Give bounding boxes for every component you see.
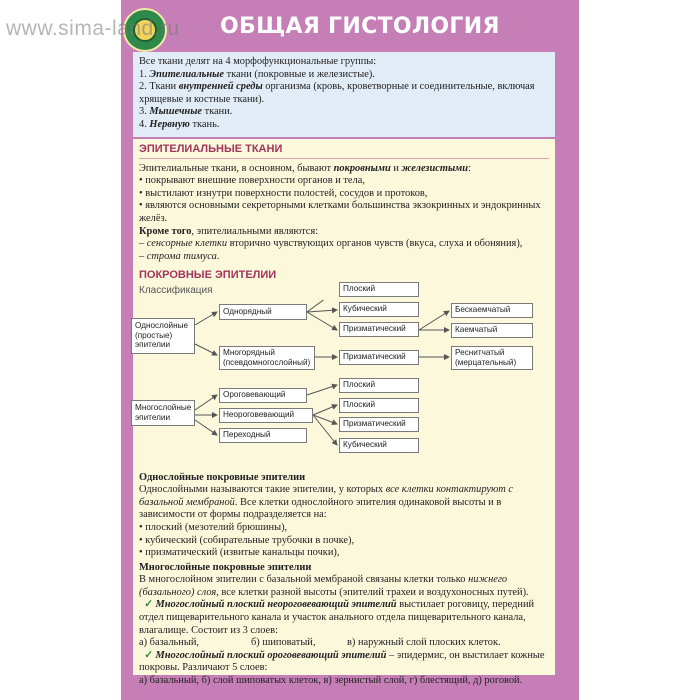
box-ciliated: Реснитчатый (мерцательный)	[451, 346, 533, 370]
box-flat-3: Плоский	[339, 398, 419, 413]
box-flat-2: Плоский	[339, 378, 419, 393]
single-layer-text: Однослойными называются такие эпителии, у которых все клетки контактируют с базальной мембраной. Все клетки однослойного эпителия одинаковой высоты и в зависимости от формы подразделяется на:	[139, 484, 514, 521]
multi-keratin-text: ✓ Многослойный плоский ороговевающий эпителий – эпидермис, он выстилает кожные покровы. Различают 5 слоев:	[139, 649, 545, 674]
box-cubic-2: Кубический	[339, 438, 419, 453]
single-bullet-3: • призматический (извитые канальцы почки),	[139, 547, 340, 559]
box-transitional: Переходный	[219, 428, 307, 443]
epithelial-dash-1: – сенсорные клетки вторично чувствующих органов чувств (вкуса, слуха и обоняния),	[139, 238, 523, 250]
box-nonkeratinizing: Неороговевающий	[219, 408, 313, 423]
poster	[121, 0, 579, 700]
section-heading-covering: ПОКРОВНЫЕ ЭПИТЕЛИИ	[139, 269, 277, 282]
multi-nonkeratin-text: ✓ Многослойный плоский неороговевающий эпителий выстилает роговицу, передний отдел пищеварительного канала и участок анального отдела пищеварительного канала, влагалище. Состоит из 3 слоев:	[139, 599, 535, 636]
check-icon: ✓	[144, 649, 153, 661]
box-bordered: Каемчатый	[451, 323, 533, 338]
single-bullet-1: • плоский (мезотелий брюшины),	[139, 521, 288, 533]
section-heading-epithelial: ЭПИТЕЛИАЛЬНЫЕ ТКАНИ	[139, 143, 549, 159]
single-bullet-2: • кубический (собирательные трубочки в почке),	[139, 534, 355, 546]
box-no-cilia: Бескаемчатый	[451, 303, 533, 318]
main-content	[133, 139, 555, 687]
epithelial-bullet-2: • выстилают изнутри поверхности полостей, сосудов и протоков,	[139, 187, 428, 199]
layers-3: а) базальный, б) шиповатый, в) наружный слой плоских клеток.	[139, 637, 501, 649]
box-prismatic-1: Призматический	[339, 322, 419, 337]
box-keratinizing: Ороговевающий	[219, 388, 307, 403]
epithelial-dash-2: – строма тимуса.	[139, 250, 220, 262]
intro-item-2: 2. Ткани внутренней среды организма (кровь, кроветворные и соединительные, включая хрящевые и костные ткани).	[139, 81, 535, 105]
intro-item-1: 1. Эпителиальные ткани (покровные и железистые).	[139, 68, 375, 80]
epithelial-lead: Эпителиальные ткани, в основном, бывают покровными и железистыми:	[139, 162, 471, 174]
classification-label: Классификация	[139, 284, 213, 296]
box-prismatic-3: Призматический	[339, 417, 419, 432]
epithelial-also: Кроме того, эпителиальными являются:	[139, 225, 319, 237]
box-prismatic-2: Призматический	[339, 350, 419, 365]
check-icon: ✓	[144, 599, 153, 611]
watermark: www.sima-land.ru	[6, 17, 180, 40]
heading-multi-layer: Многослойные покровные эпителии	[139, 561, 312, 573]
box-one-row: Однорядный	[219, 304, 307, 320]
box-multi-row: Многорядный (псевдомногослойный)	[219, 346, 315, 370]
logo-center-icon	[133, 18, 157, 42]
layers-5: а) базальный, б) слой шиповатых клеток, в) зернистый слой, г) блестящий, д) роговой.	[139, 675, 523, 687]
epithelial-bullet-1: • покрывают внешние поверхности органов и тела,	[139, 175, 365, 187]
page-title: ОБЩАЯ ГИСТОЛОГИЯ	[220, 14, 500, 39]
box-single-layer: Однослойные (простые) эпителии	[131, 318, 195, 354]
heading-single-layer: Однослойные покровные эпителии	[139, 471, 306, 483]
intro-item-4: 4. Нервную ткань.	[139, 118, 220, 130]
intro-item-3: 3. Мышечные ткани.	[139, 106, 233, 117]
logo-emblem	[123, 8, 167, 52]
box-multi-layer: Многослойные эпителии	[131, 400, 195, 426]
multi-layer-text: В многослойном эпителии с базальной мембраной связаны клетки только нижнего (базального) слоя, все клетки разной высоты (эпителий трахеи и воздухоносных путей).	[139, 574, 529, 598]
box-cubic-1: Кубический	[339, 302, 419, 317]
box-flat-1: Плоский	[339, 282, 419, 297]
epithelial-bullet-3: • являются основными секреторными клетками большинства экзокринных и эндокринных желёз.	[139, 200, 541, 224]
intro-box	[133, 52, 555, 137]
intro-lead: Все ткани делят на 4 морфофункциональные группы:	[139, 56, 377, 67]
